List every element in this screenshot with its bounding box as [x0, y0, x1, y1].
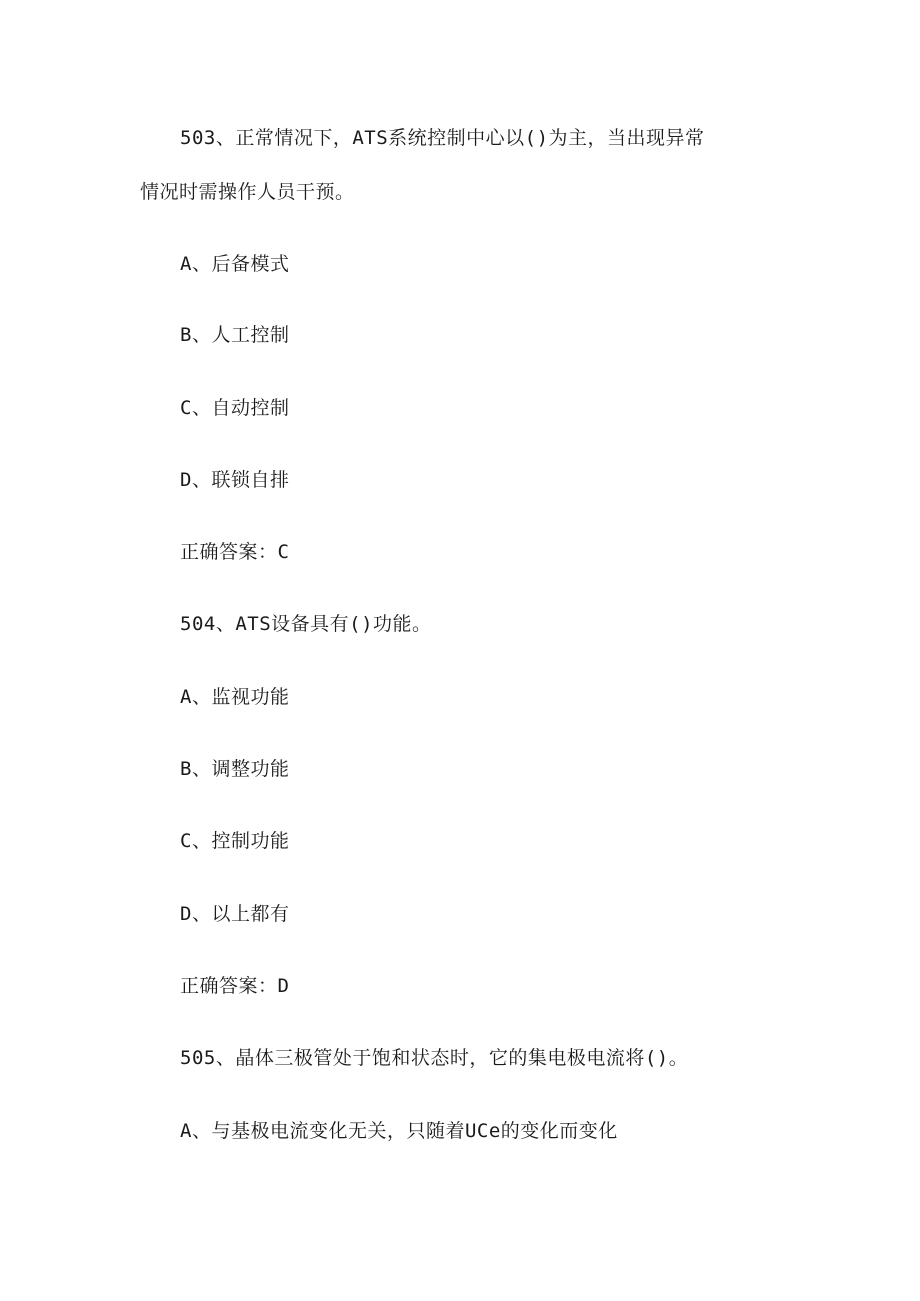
question-503-option-d: D、联锁自排	[180, 469, 290, 491]
question-503-stem: 503、正常情况下，ATS系统控制中心以()为主，当出现异常	[180, 127, 705, 149]
question-505-stem: 505、晶体三极管处于饱和状态时，它的集电极电流将()。	[180, 1047, 689, 1069]
question-504-option-a: A、监视功能	[180, 686, 290, 708]
question-503-option-a: A、后备模式	[180, 253, 290, 275]
question-503-option-b: B、人工控制	[180, 324, 290, 346]
question-503-answer: 正确答案：C	[180, 541, 290, 563]
question-504-option-c: C、控制功能	[180, 830, 290, 852]
question-504-stem: 504、ATS设备具有()功能。	[180, 613, 432, 635]
question-505-option-a: A、与基极电流变化无关，只随着UCe的变化而变化	[180, 1120, 618, 1142]
question-504-option-d: D、以上都有	[180, 903, 290, 925]
question-503-stem-continued: 情况时需操作人员干预。	[140, 181, 355, 203]
question-504-option-b: B、调整功能	[180, 758, 290, 780]
question-504-answer: 正确答案：D	[180, 975, 290, 997]
question-503-option-c: C、自动控制	[180, 397, 290, 419]
